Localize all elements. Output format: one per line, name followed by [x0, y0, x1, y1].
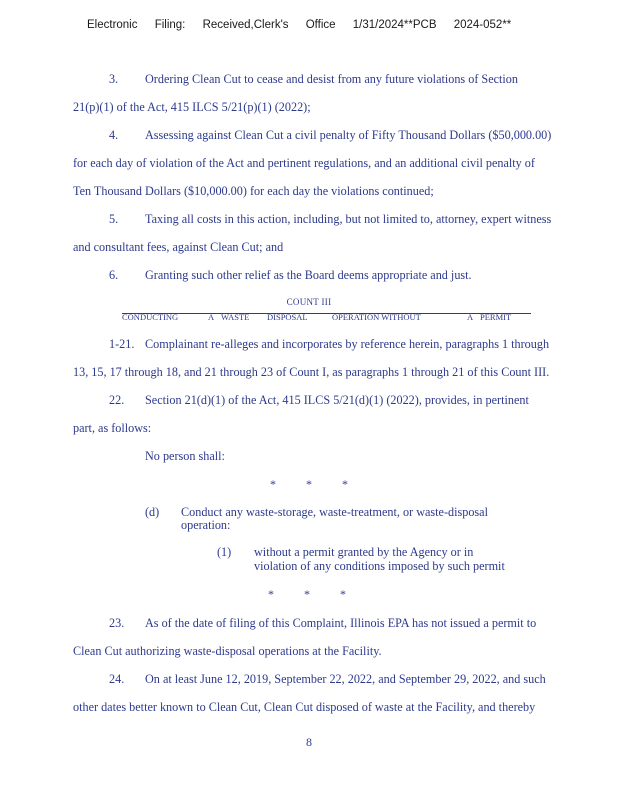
quote-d-line-1: Conduct any waste-storage, waste-treatment, or waste-disposal — [181, 505, 488, 519]
count-subtitle — [122, 312, 531, 322]
count-sub-permit: PERMIT — [480, 312, 512, 322]
count-paragraph-1-21-line-2: 13, 15, 17 through 18, and 21 through 23 of Count I, as paragraphs 1 through 21 of this Count III. — [73, 365, 550, 379]
paragraph-4-line-2: for each day of violation of the Act and pertinent regulations, and an additional civil penalty of — [73, 156, 535, 170]
count-sub-a2: A — [467, 312, 474, 322]
paragraph-5-number: 5. — [109, 212, 119, 226]
quote-1-line-1: without a permit granted by the Agency or in — [254, 545, 474, 559]
page-number: 8 — [306, 735, 312, 749]
count-sub-a: A — [208, 312, 215, 322]
filing-header — [87, 19, 525, 31]
paragraph-24-line-2: other dates better known to Clean Cut, Clean Cut disposed of waste at the Facility, and thereby — [73, 700, 536, 714]
paragraph-23-line-2: Clean Cut authorizing waste-disposal operations at the Facility. — [73, 644, 382, 658]
paragraph-5-line-1: Taxing all costs in this action, including, but not limited to, attorney, expert witness — [145, 212, 552, 226]
paragraph-4-line-3: Ten Thousand Dollars ($10,000.00) for each day the violations continued; — [73, 184, 434, 198]
header-date: 1/31/2024**PCB — [352, 19, 437, 31]
count-title: COUNT III — [286, 297, 332, 307]
quote-1-label: (1) — [217, 545, 232, 559]
paragraph-3-number: 3. — [109, 72, 119, 86]
section-break-stars-2: * * * — [268, 587, 346, 601]
header-docket: 2024-052** — [453, 19, 512, 31]
paragraph-22-line-1: Section 21(d)(1) of the Act, 415 ILCS 5/21(d)(1) (2022), provides, in pertinent — [145, 393, 529, 407]
count-sub-operation: OPERATION WITHOUT — [332, 312, 421, 322]
count-sub-conducting: CONDUCTING — [122, 312, 179, 322]
paragraph-6-line-1: Granting such other relief as the Board deems appropriate and just. — [145, 268, 472, 282]
count-sub-disposal: DISPOSAL — [267, 312, 308, 322]
quote-d-line-2: operation: — [181, 518, 231, 532]
paragraph-3-line-1: Ordering Clean Cut to cease and desist from any future violations of Section — [145, 72, 518, 86]
paragraph-23-line-1: As of the date of filing of this Complaint, Illinois EPA has not issued a permit to — [145, 616, 537, 630]
paragraph-4-line-1: Assessing against Clean Cut a civil penalty of Fifty Thousand Dollars ($50,000.00) — [145, 128, 552, 142]
paragraph-24-line-1: On at least June 12, 2019, September 22, 2022, and September 29, 2022, and such — [145, 672, 546, 686]
section-break-stars-1: * * * — [270, 477, 348, 491]
header-received: Received,Clerk's — [202, 19, 289, 31]
count-paragraph-1-21-line-1: Complainant re-alleges and incorporates by reference herein, paragraphs 1 through — [145, 337, 550, 351]
header-electronic: Electronic — [87, 19, 138, 31]
paragraph-24-number: 24. — [109, 672, 125, 686]
count-sub-waste: WASTE — [221, 312, 250, 322]
header-filing: Filing: — [154, 19, 186, 31]
quote-1-line-2: violation of any conditions imposed by such permit — [254, 559, 505, 573]
paragraph-5-line-2: and consultant fees, against Clean Cut; and — [73, 240, 284, 254]
paragraph-23-number: 23. — [109, 616, 125, 630]
paragraph-22-number: 22. — [109, 393, 125, 407]
paragraph-3-line-2: 21(p)(1) of the Act, 415 ILCS 5/21(p)(1) (2022); — [73, 100, 311, 114]
paragraph-22-line-2: part, as follows: — [73, 421, 152, 435]
paragraph-4-number: 4. — [109, 128, 119, 142]
quote-intro: No person shall: — [145, 449, 225, 463]
count-paragraph-1-21-number: 1-21. — [109, 337, 135, 351]
header-office: Office — [305, 19, 336, 31]
quote-d-label: (d) — [145, 505, 160, 519]
paragraph-6-number: 6. — [109, 268, 119, 282]
